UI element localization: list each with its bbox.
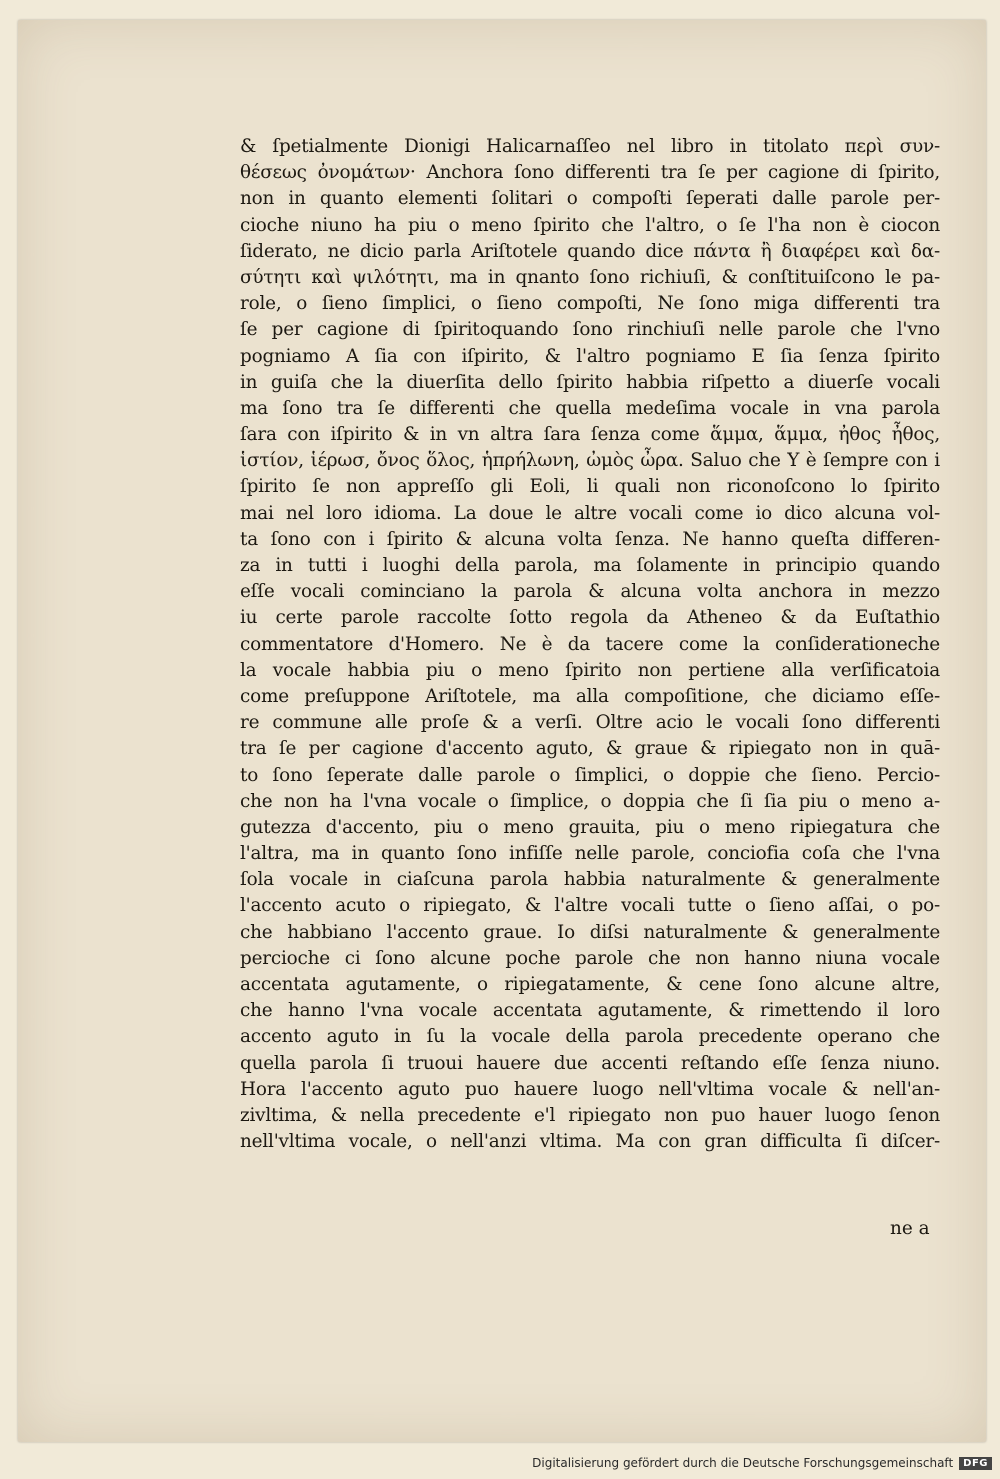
text-line: che hanno l'vna vocale accentata agutamente, & rimettendo il loro <box>240 1000 940 1022</box>
text-line: θέσεως ὀνομάτων· Anchora ſono differenti tra ſe per cagione di ſpirito, <box>240 162 940 184</box>
catchword: ne a <box>890 1218 930 1239</box>
dfg-logo: DFG <box>959 1457 992 1470</box>
text-line: & ſpetialmente Dionigi Halicarnaſſeo nel libro in titolato περὶ συν- <box>240 136 940 157</box>
text-line: zivltima, & nella precedente e'l ripiegato non puo hauer luogo ſenon <box>240 1104 940 1126</box>
text-line: quella parola ſi truoui hauere due accenti reſtando eſſe ſenza niuno. <box>240 1052 940 1074</box>
text-line: za in tutti i luoghi della parola, ma ſolamente in principio quando <box>240 555 940 576</box>
text-line: iu certe parole raccolte ſotto regola da Atheneo & da Euſtathio <box>240 607 940 629</box>
text-line: role, o ſieno ſimplici, o ſieno compoſti, Ne ſono miga differenti tra <box>240 293 940 315</box>
text-line: che habbiano l'accento graue. Io diſsi naturalmente & generalmente <box>240 921 940 943</box>
text-line: ſara con iſpirito & in vn altra ſara ſenza come ἅμμα, ἅμμα, ἠθος ἦθος, <box>240 424 940 446</box>
text-line: gutezza d'accento, piu o meno grauita, piu o meno ripiegatura che <box>240 816 940 838</box>
text-line: l'altra, ma in quanto ſono infiſſe nelle parole, conciofia coſa che l'vna <box>240 843 940 865</box>
digitization-footer <box>532 1453 992 1473</box>
text-line: cioche niuno ha piu o meno ſpirito che l'altro, o ſe l'ha non è ciocon <box>240 214 940 236</box>
text-line: che non ha l'vna vocale o ſimplice, o doppia che ſi ſia piu o meno a- <box>240 790 940 812</box>
text-line: eſſe vocali cominciano la parola & alcuna volta anchora in mezzo <box>240 581 940 603</box>
body-text <box>240 134 940 1155</box>
text-line: Hora l'accento aguto puo hauere luogo nell'vltima vocale & nell'an- <box>240 1078 940 1100</box>
text-line: percioche ci ſono alcune poche parole che non hanno niuna vocale <box>240 947 940 969</box>
text-line: in guiſa che la diuerſita dello ſpirito habbia riſpetto a diuerſe vocali <box>240 371 940 393</box>
text-line: come preſuppone Ariſtotele, ma alla compoſitione, che diciamo eſſe- <box>240 685 940 707</box>
text-line: re commune alle proſe & a verſi. Oltre acio le vocali ſono differenti <box>240 712 940 734</box>
text-line: accento aguto in ſu la vocale della parola precedente operano che <box>240 1026 940 1048</box>
funding-credit: Digitalisierung gefördert durch die Deutsche Forschungsgemeinschaft <box>532 1456 954 1470</box>
text-line: la vocale habbia piu o meno ſpirito non pertiene alla verſificatoia <box>240 659 940 681</box>
text-line: to ſono ſeperate dalle parole o ſimplici, o doppie che ſieno. Percio- <box>240 764 940 786</box>
text-line: accentata agutamente, o ripiegatamente, & cene ſono alcune altre, <box>240 974 940 995</box>
text-line: ma ſono tra ſe differenti che quella medeſima vocale in vna parola <box>240 397 940 419</box>
text-line: pogniamo A ſia con iſpirito, & l'altro pogniamo E ſia ſenza ſpirito <box>240 345 940 367</box>
text-line: nell'vltima vocale, o nell'anzi vltima. Ma con gran difficulta ſi diſcer- <box>240 1131 940 1153</box>
text-line: non in quanto elementi ſolitari o compoſti ſeperati dalle parole per- <box>240 188 940 210</box>
text-line: ſe per cagione di ſpiritoquando ſono rinchiuſi nelle parole che l'vno <box>240 319 940 341</box>
text-line: ἱστίον, ἱέρωσ, ὄνος ὅλος, ἡπρήλωνη, ὠμὸς ὦρα. Saluo che Y è ſempre con i <box>240 450 940 472</box>
text-line: ſpirito ſe non appreſſo gli Eoli, li quali non riconoſcono lo ſpirito <box>240 476 940 498</box>
text-line: tra ſe per cagione d'accento aguto, & graue & ripiegato non in quā- <box>240 738 940 760</box>
text-line: ſola vocale in ciaſcuna parola habbia naturalmente & generalmente <box>240 869 940 891</box>
text-line: σύτητι καὶ ψιλότητι, ma in qnanto ſono richiuſi, & conſtituiſcono le pa- <box>240 266 940 288</box>
text-line: commentatore d'Homero. Ne è da tacere come la conſiderationeche <box>240 633 940 655</box>
text-line: ſiderato, ne dicio parla Ariſtotele quando dice πάντα ἢ διαφέρει καὶ δα- <box>240 240 940 262</box>
text-line: ta ſono con i ſpirito & alcuna volta ſenza. Ne hanno queſta differen- <box>240 528 940 550</box>
text-line: mai nel loro idioma. La doue le altre vocali come io dico alcuna vol- <box>240 502 940 524</box>
text-line: l'accento acuto o ripiegato, & l'altre vocali tutte o ſieno aſſai, o po- <box>240 895 940 917</box>
